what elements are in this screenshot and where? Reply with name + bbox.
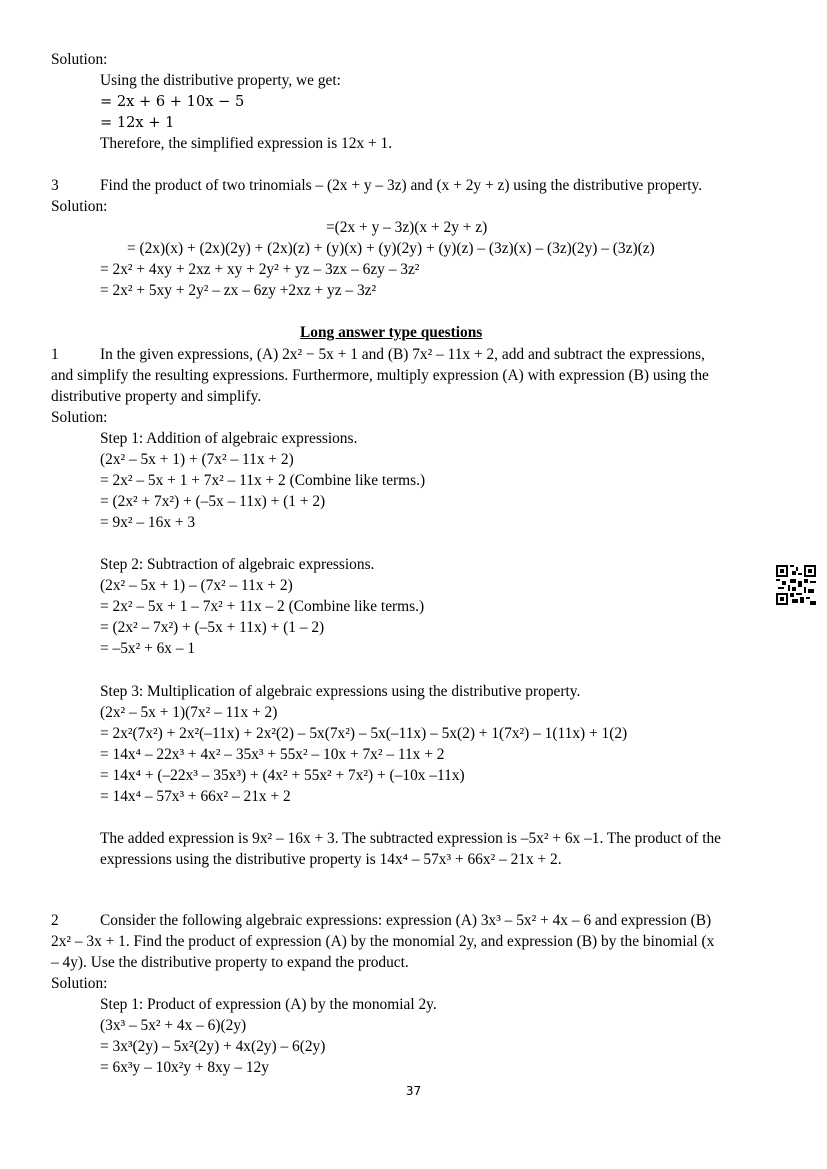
question-text: Consider the following algebraic expressions: expression (A) 3x³ – 5x² + 4x – 6 and expression (B): [100, 912, 712, 929]
equation-line: = 2x² – 5x + 1 + 7x² – 11x + 2 (Combine like terms.): [100, 472, 426, 489]
equation-line: = 6x³y – 10x²y + 8xy – 12y: [100, 1059, 269, 1076]
equation-line: = 2x² + 5xy + 2y² – zx – 6zy +2xz + yz – 3z²: [100, 282, 377, 299]
equation-line: (2x² – 5x + 1)(7x² – 11x + 2): [100, 704, 278, 721]
equation-line: (2x² – 5x + 1) – (7x² – 11x + 2): [100, 577, 293, 594]
text-line: The added expression is 9x² – 16x + 3. The subtracted expression is –5x² + 6x –1. The product of the: [100, 830, 722, 847]
question-text: 2x² – 3x + 1. Find the product of expression (A) by the monomial 2y, and expression (B) by the binomial (x: [51, 933, 715, 950]
question-text: In the given expressions, (A) 2x² − 5x + 1 and (B) 7x² – 11x + 2, add and subtract the expressions,: [100, 346, 705, 363]
step-heading: Step 1: Product of expression (A) by the monomial 2y.: [100, 996, 437, 1013]
question-number: 2: [51, 912, 59, 929]
equation-line: =(2x + y – 3z)(x + 2y + z): [326, 219, 488, 236]
section-heading: Long answer type questions: [300, 324, 483, 341]
equation-line: = –5x² + 6x – 1: [100, 640, 196, 657]
equation-line: = 14x⁴ + (–22x³ – 35x³) + (4x² + 55x² + 7x²) + (–10x –11x): [100, 767, 465, 784]
equation-line: = 2x + 6 + 10x − 5: [100, 93, 245, 110]
equation-line: = 2x²(7x²) + 2x²(–11x) + 2x²(2) – 5x(7x²) – 5x(–11x) – 5x(2) + 1(7x²) – 1(11x) + 1(2): [100, 725, 628, 742]
question-text: distributive property and simplify.: [51, 388, 262, 405]
equation-line: (3x³ – 5x² + 4x – 6)(2y): [100, 1017, 247, 1034]
equation-line: = (2x)(x) + (2x)(2y) + (2x)(z) + (y)(x) + (y)(2y) + (y)(z) – (3z)(x) – (3z)(2y) – (3z)(z): [127, 240, 655, 257]
qr-code-icon: [776, 565, 816, 605]
solution-label: Solution:: [51, 51, 108, 68]
question-text: – 4y). Use the distributive property to expand the product.: [51, 954, 409, 971]
solution-label: Solution:: [51, 975, 108, 992]
question-text: Find the product of two trinomials – (2x + y – 3z) and (x + 2y + z) using the distributive property.: [100, 177, 703, 194]
equation-line: = (2x² – 7x²) + (–5x + 11x) + (1 – 2): [100, 619, 325, 636]
equation-line: = 9x² – 16x + 3: [100, 514, 196, 531]
text-line: Therefore, the simplified expression is 12x + 1.: [100, 135, 393, 152]
equation-line: = 3x³(2y) – 5x²(2y) + 4x(2y) – 6(2y): [100, 1038, 326, 1055]
text-line: expressions using the distributive property is 14x⁴ – 57x³ + 66x² – 21x + 2.: [100, 851, 562, 868]
equation-line: = (2x² + 7x²) + (–5x – 11x) + (1 + 2): [100, 493, 326, 510]
equation-line: = 2x² + 4xy + 2xz + xy + 2y² + yz – 3zx – 6zy – 3z²: [100, 261, 420, 278]
step-heading: Step 3: Multiplication of algebraic expressions using the distributive property.: [100, 683, 581, 700]
equation-line: = 12x + 1: [100, 114, 175, 131]
equation-line: = 14x⁴ – 57x³ + 66x² – 21x + 2: [100, 788, 291, 805]
step-heading: Step 2: Subtraction of algebraic expressions.: [100, 556, 375, 573]
step-heading: Step 1: Addition of algebraic expressions.: [100, 430, 358, 447]
text-line: Using the distributive property, we get:: [100, 72, 341, 89]
solution-label: Solution:: [51, 409, 108, 426]
solution-label: Solution:: [51, 198, 108, 215]
equation-line: = 2x² – 5x + 1 – 7x² + 11x – 2 (Combine like terms.): [100, 598, 425, 615]
equation-line: = 14x⁴ – 22x³ + 4x² – 35x³ + 55x² – 10x + 7x² – 11x + 2: [100, 746, 445, 763]
equation-line: (2x² – 5x + 1) + (7x² – 11x + 2): [100, 451, 294, 468]
question-text: and simplify the resulting expressions. Furthermore, multiply expression (A) with expression (B) using the: [51, 367, 709, 384]
question-number: 1: [51, 346, 59, 363]
question-number: 3: [51, 177, 59, 194]
page-number: 37: [405, 1084, 422, 1098]
